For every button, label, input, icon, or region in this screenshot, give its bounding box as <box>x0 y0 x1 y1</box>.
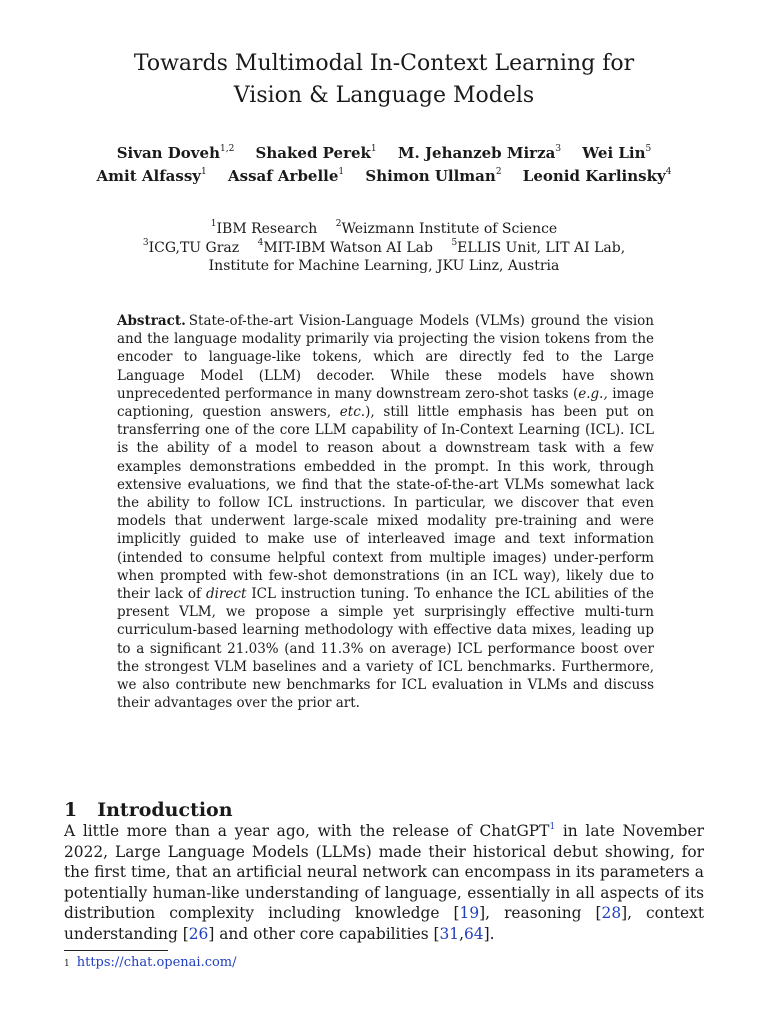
author-affil-mark: 4 <box>665 167 672 177</box>
citation-link[interactable]: 64 <box>464 924 484 943</box>
author-name: M. Jehanzeb Mirza <box>397 144 556 162</box>
affiliation-name: IBM Research <box>216 221 318 237</box>
author <box>228 167 344 185</box>
affiliation <box>257 237 433 256</box>
body-text: ], context understanding [ <box>64 904 705 943</box>
affiliation-mark: 2 <box>335 219 342 230</box>
section-heading <box>64 799 233 821</box>
affiliation <box>142 237 240 256</box>
affiliation-name: Weizmann Institute of Science <box>341 221 558 237</box>
author-affil-mark: 1,2 <box>219 144 235 154</box>
author <box>97 167 207 185</box>
author <box>256 144 377 162</box>
affiliation-line: Institute for Machine Learning, JKU Linz, Austria <box>208 258 560 274</box>
citation-link[interactable]: 19 <box>459 904 480 922</box>
author-name: Sivan Doveh <box>116 144 220 162</box>
body-text: ] and other core capabilities [ <box>208 924 440 943</box>
affiliation <box>451 237 626 256</box>
author-affil-mark: 1 <box>201 167 207 177</box>
author <box>117 144 235 162</box>
abstract <box>117 312 654 712</box>
affiliation <box>336 221 557 237</box>
body-text: A little more than a year ago, with the release of ChatGPT <box>64 822 550 840</box>
author <box>365 167 501 185</box>
abstract-text-italic: etc. <box>339 404 366 421</box>
author-affil-mark: 5 <box>645 144 652 154</box>
title-line-2: Vision & Language Models <box>233 83 535 108</box>
body-text: , <box>459 924 464 943</box>
intro-paragraph <box>64 821 704 944</box>
author-affil-mark: 2 <box>495 167 502 177</box>
affiliation-name: ELLIS Unit, LIT AI Lab, <box>457 239 626 256</box>
abstract-text: ICL instruction tuning. To enhance the ICL abilities of the present VLM, we propose a simple yet surprisingly effective multi-turn curriculum-based learning methodology with effective data mixes, leading up to a significant 21.03% (and 11.3% on average) ICL performance boost over the strongest VLM baselines and a variety of ICL benchmarks. Furthermore, we also contribute new benchmarks for ICL evaluation in VLMs and discuss their advantages over the prior art. <box>117 586 654 712</box>
abstract-text-italic: direct <box>205 586 247 603</box>
footnote-number: 1 <box>64 959 70 969</box>
abstract-text: State-of-the-art Vision-Language Models (VLMs) ground the vision and the language modality primarily via projecting the vision tokens from the encoder to language-like tokens, which are directly fed to the Large Language Model (LLM) decoder. While these models have shown unprecedented performance in many downstream zero-shot tasks ( <box>117 313 654 402</box>
author-row <box>0 165 768 188</box>
section-title: Introduction <box>97 798 233 821</box>
author <box>398 144 561 162</box>
abstract-text: image captioning, question answers, <box>117 385 654 421</box>
author-affil-mark: 1 <box>370 144 377 154</box>
author-name: Shimon Ullman <box>365 167 496 185</box>
author-list <box>0 142 768 188</box>
abstract-label: Abstract. <box>117 313 186 329</box>
affiliation-name: MIT-IBM Watson AI Lab <box>263 239 433 256</box>
author-name: Amit Alfassy <box>96 167 202 185</box>
affiliation-mark: 1 <box>210 219 217 230</box>
affiliation-line <box>0 239 768 258</box>
author-affil-mark: 3 <box>555 144 562 154</box>
author-name: Shaked Perek <box>255 144 371 162</box>
affiliation-mark: 4 <box>257 237 264 248</box>
author-name: Assaf Arbelle <box>227 167 339 185</box>
body-text: in late November 2022, Large Language Models (LLMs) made their historical debut showing, for the first time, that an artificial neural network can encompass in its parameters a potentially human-like understanding of language, essentially in all aspects of its distribution complexity including knowledge [ <box>64 822 704 922</box>
body-text: ]. <box>483 924 495 943</box>
footnote-divider <box>64 950 168 951</box>
author-name: Leonid Karlinsky <box>522 167 666 185</box>
affiliation <box>211 221 318 237</box>
affiliation-name: ICG,TU Graz <box>148 239 240 256</box>
affiliation-line <box>0 220 768 239</box>
author-row <box>0 142 768 165</box>
title-line-1: Towards Multimodal In-Context Learning for <box>133 51 635 76</box>
paper-title <box>0 48 768 112</box>
author-name: Wei Lin <box>582 144 646 162</box>
citation-link[interactable]: 28 <box>601 904 622 922</box>
citation-link[interactable]: 26 <box>188 924 209 943</box>
footnote <box>64 954 237 972</box>
section-number: 1 <box>64 798 78 821</box>
abstract-text-italic: e.g., <box>578 385 608 402</box>
citation-link[interactable]: 31 <box>439 924 460 943</box>
author <box>582 144 651 162</box>
affiliation-mark: 3 <box>142 237 149 248</box>
affiliation-mark: 5 <box>451 237 458 248</box>
footnote-marker[interactable]: 1 <box>549 821 556 832</box>
abstract-text: ), still little emphasis has been put on transferring one of the core LLM capability of In-Context Learning (ICL). ICL is the ability of a model to reason about a downstream task with a few examples demonstrations embedded in the prompt. In this work, through extensive evaluations, we find that the state-of-the-art VLMs somewhat lack the ability to follow ICL instructions. In particular, we discover that even models that underwent large-scale mixed modality pre-training and were implicitly guided to make use of interleaved image and text information (intended to consume helpful context from multiple images) under-perform when prompted with few-shot demonstrations (in an ICL way), likely due to their lack of <box>117 404 655 603</box>
author <box>523 167 672 185</box>
footnote-link[interactable]: https://chat.openai.com/ <box>76 955 237 970</box>
affiliations <box>0 220 768 276</box>
body-text: ], reasoning [ <box>479 904 602 922</box>
author-affil-mark: 1 <box>338 167 345 177</box>
